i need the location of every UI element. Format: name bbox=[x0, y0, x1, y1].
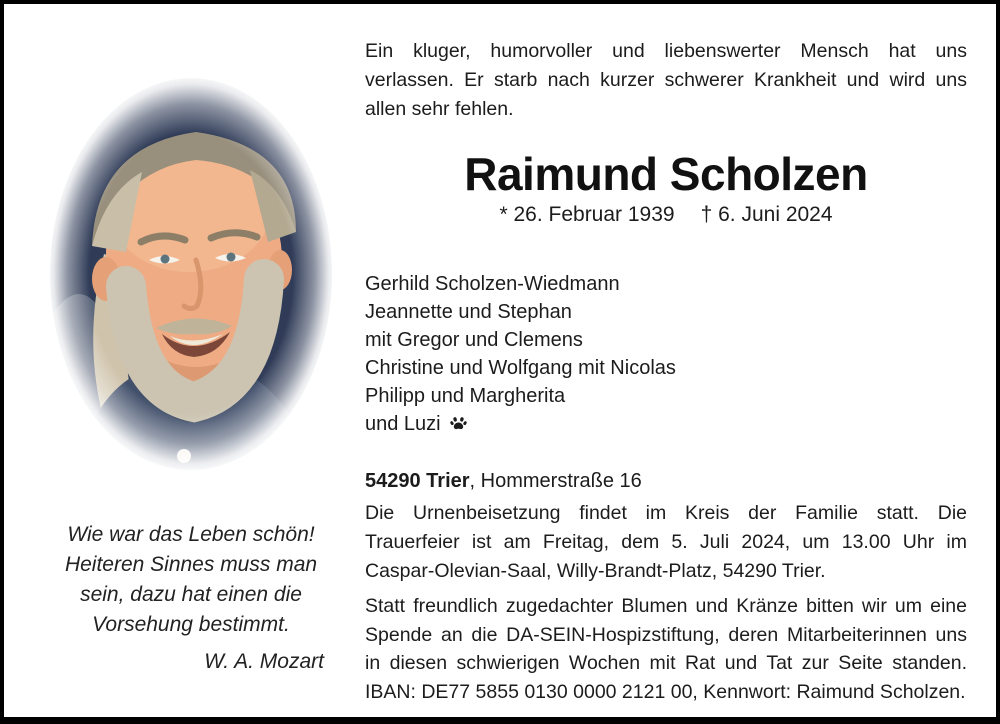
funeral-paragraph bbox=[365, 499, 967, 586]
family-line-text: und Luzi bbox=[365, 413, 441, 435]
family-names bbox=[365, 270, 967, 438]
birth-date: * 26. Februar 1939 bbox=[499, 203, 675, 226]
funeral-line: Caspar-Olevian-Saal, Willy-Brandt-Platz, 54290 Trier. bbox=[365, 560, 826, 582]
quote-line: Wie war das Leben schön! bbox=[67, 523, 315, 546]
portrait-photo-illustration bbox=[46, 74, 336, 474]
donation-line: Spende an die DA-SEIN-Hospizstiftung, deren Mitarbeiterinnen uns bbox=[365, 623, 967, 646]
address-city: 54290 Trier bbox=[365, 470, 470, 492]
intro-line: Ein kluger, humorvoller und liebenswerter Mensch hat uns bbox=[365, 40, 967, 62]
donation-paragraph bbox=[365, 592, 967, 706]
portrait-photo bbox=[46, 74, 336, 474]
quote-line: Vorsehung bestimmt. bbox=[92, 613, 290, 636]
family-line: Christine und Wolfgang mit Nicolas bbox=[365, 357, 676, 379]
family-line: mit Gregor und Clemens bbox=[365, 329, 583, 351]
family-line: Jeannette und Stephan bbox=[365, 301, 572, 323]
left-column bbox=[32, 74, 350, 677]
family-line: Philipp und Margherita bbox=[365, 385, 566, 407]
donation-line: in diesen schwierigen Wochen mit Rat und Tat zur Seite standen. bbox=[365, 652, 967, 674]
address-line bbox=[365, 468, 967, 494]
funeral-line: Die Urnenbeisetzung findet im Kreis der Familie statt. Die bbox=[365, 502, 967, 524]
quote-line: Heiteren Sinnes muss man bbox=[64, 553, 318, 576]
address-street: , Hommerstraße 16 bbox=[469, 470, 642, 492]
funeral-line: Trauerfeier ist am Freitag, dem 5. Juli 2024, um 13.00 Uhr im bbox=[365, 531, 967, 553]
life-dates bbox=[365, 202, 967, 228]
intro-line: allen sehr fehlen. bbox=[365, 98, 514, 120]
family-line: Gerhild Scholzen-Wiedmann bbox=[365, 273, 620, 295]
intro-paragraph bbox=[365, 37, 967, 124]
quote-line: sein, dazu hat einen die bbox=[80, 583, 302, 606]
paw-icon bbox=[450, 412, 467, 440]
donation-iban-line: IBAN: DE77 5855 0130 0000 2121 00, Kennwort: Raimund Scholzen. bbox=[365, 680, 966, 703]
family-line bbox=[365, 410, 967, 438]
intro-line: verlassen. Er starb nach kurzer schwerer Krankheit und wird uns bbox=[365, 69, 967, 91]
memorial-quote bbox=[32, 520, 350, 677]
announcement-column bbox=[365, 37, 967, 706]
quote-attribution: W. A. Mozart bbox=[204, 650, 324, 673]
deceased-name: Raimund Scholzen bbox=[464, 148, 868, 200]
death-date: † 6. Juni 2024 bbox=[700, 203, 833, 226]
donation-line: Statt freundlich zugedachter Blumen und Kränze bitten wir um eine bbox=[365, 595, 967, 617]
